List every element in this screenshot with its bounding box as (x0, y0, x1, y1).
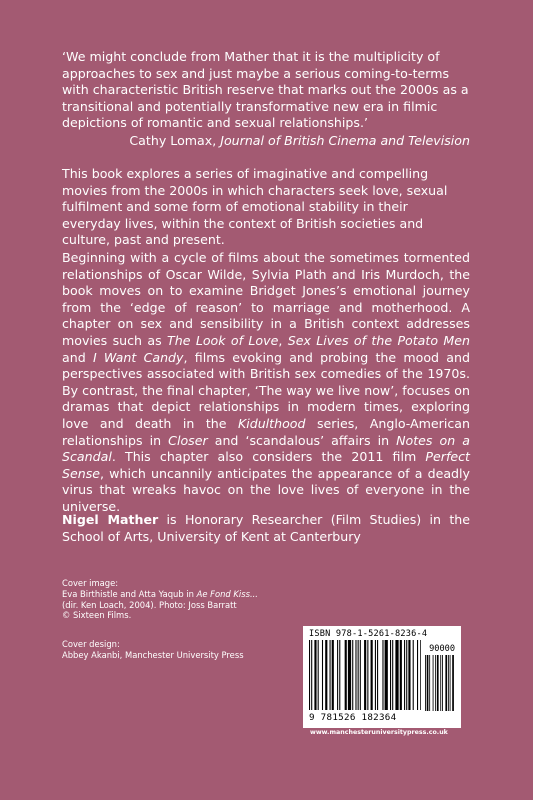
description-paragraph-1: This book explores a series of imaginative and compelling movies from the 2000s in which characters seek love, sexual fulfilment and some form of emotional stability in their everyday lives, within the context of British societies and culture, past and present. (62, 166, 448, 248)
author-bio-text: is Honorary Researcher (Film Studies) in the School of Arts, University of Kent at Canterbury (62, 512, 470, 544)
barcode-digits: 9 781526 182364 (309, 712, 397, 723)
film-title: The Look of Love (167, 332, 279, 348)
cover-image-credit: Cover image: Eva Birthistle and Atta Yaqub in Ae Fond Kiss... (dir. Ken Loach, 2004). Photo: Joss Barratt © Sixteen Films. (62, 578, 282, 621)
addon-barcode-icon (425, 655, 455, 711)
description-paragraph-2: Beginning with a cycle of films about the sometimes tormented relationships of Oscar Wilde, Sylvia Plath and Iris Murdoch, the book moves on to examine Bridget Jones’s emotional journey from the ‘edge of reason’ to marriage and motherhood. A chapter on sex and sensibility in a British context addresses movies such as The Look of Love, Sex Lives of the Potato Men and I Want Candy, films evoking and probing the mood and perspectives associated with British sex comedies of the 1970s. By contrast, the final chapter, ‘The way we live now’, focuses on dramas that depict relationships in modern times, exploring love and death in the Kidulthood series, Anglo-American relationships in Closer and ‘scandalous’ affairs in Notes on a Scandal. This chapter also considers the 2011 film Perfect Sense, which uncannily anticipates the appearance of a deadly virus that wreaks havoc on the love lives of everyone in the universe. (62, 250, 470, 514)
film-title: Sex Lives of the Potato Men (287, 332, 470, 348)
film-title: Ae Fond Kiss... (196, 588, 258, 599)
cover-image-label: Cover image: (62, 578, 119, 588)
quote-source: Journal of British Cinema and Television (220, 132, 470, 148)
isbn-barcode (303, 626, 461, 728)
author-bio (62, 512, 470, 545)
quote-text: ‘We might conclude from Mather that it is the multiplicity of approaches to sex and just maybe a serious coming-to-terms with characteristic British reserve that marks out the 2000s as a transitional and potentially transformative new era in filmic depictions of romantic and sexual relationships.’ (62, 49, 469, 131)
film-title: I Want Candy (92, 349, 184, 365)
film-title: Closer (168, 432, 208, 448)
film-title: Perfect Sense (62, 449, 470, 481)
quote-attribution (62, 133, 470, 150)
film-title: Kidulthood (237, 415, 306, 431)
cover-design-name: Abbey Akanbi, Manchester University Press (62, 649, 244, 660)
publisher-website: www.manchesteruniversitypress.co.uk (310, 729, 448, 736)
author-name: Nigel Mather (62, 512, 159, 527)
quote-author: Cathy Lomax, (129, 132, 217, 148)
price-code: 90000 (429, 644, 455, 654)
film-title: Notes on a Scandal (62, 432, 470, 465)
cover-design-label: Cover design: (62, 639, 120, 649)
isbn-text: ISBN 978-1-5261-8236-4 (309, 629, 428, 639)
review-quote (62, 49, 470, 150)
cover-design-credit (62, 639, 282, 661)
barcode-icon (309, 640, 421, 714)
